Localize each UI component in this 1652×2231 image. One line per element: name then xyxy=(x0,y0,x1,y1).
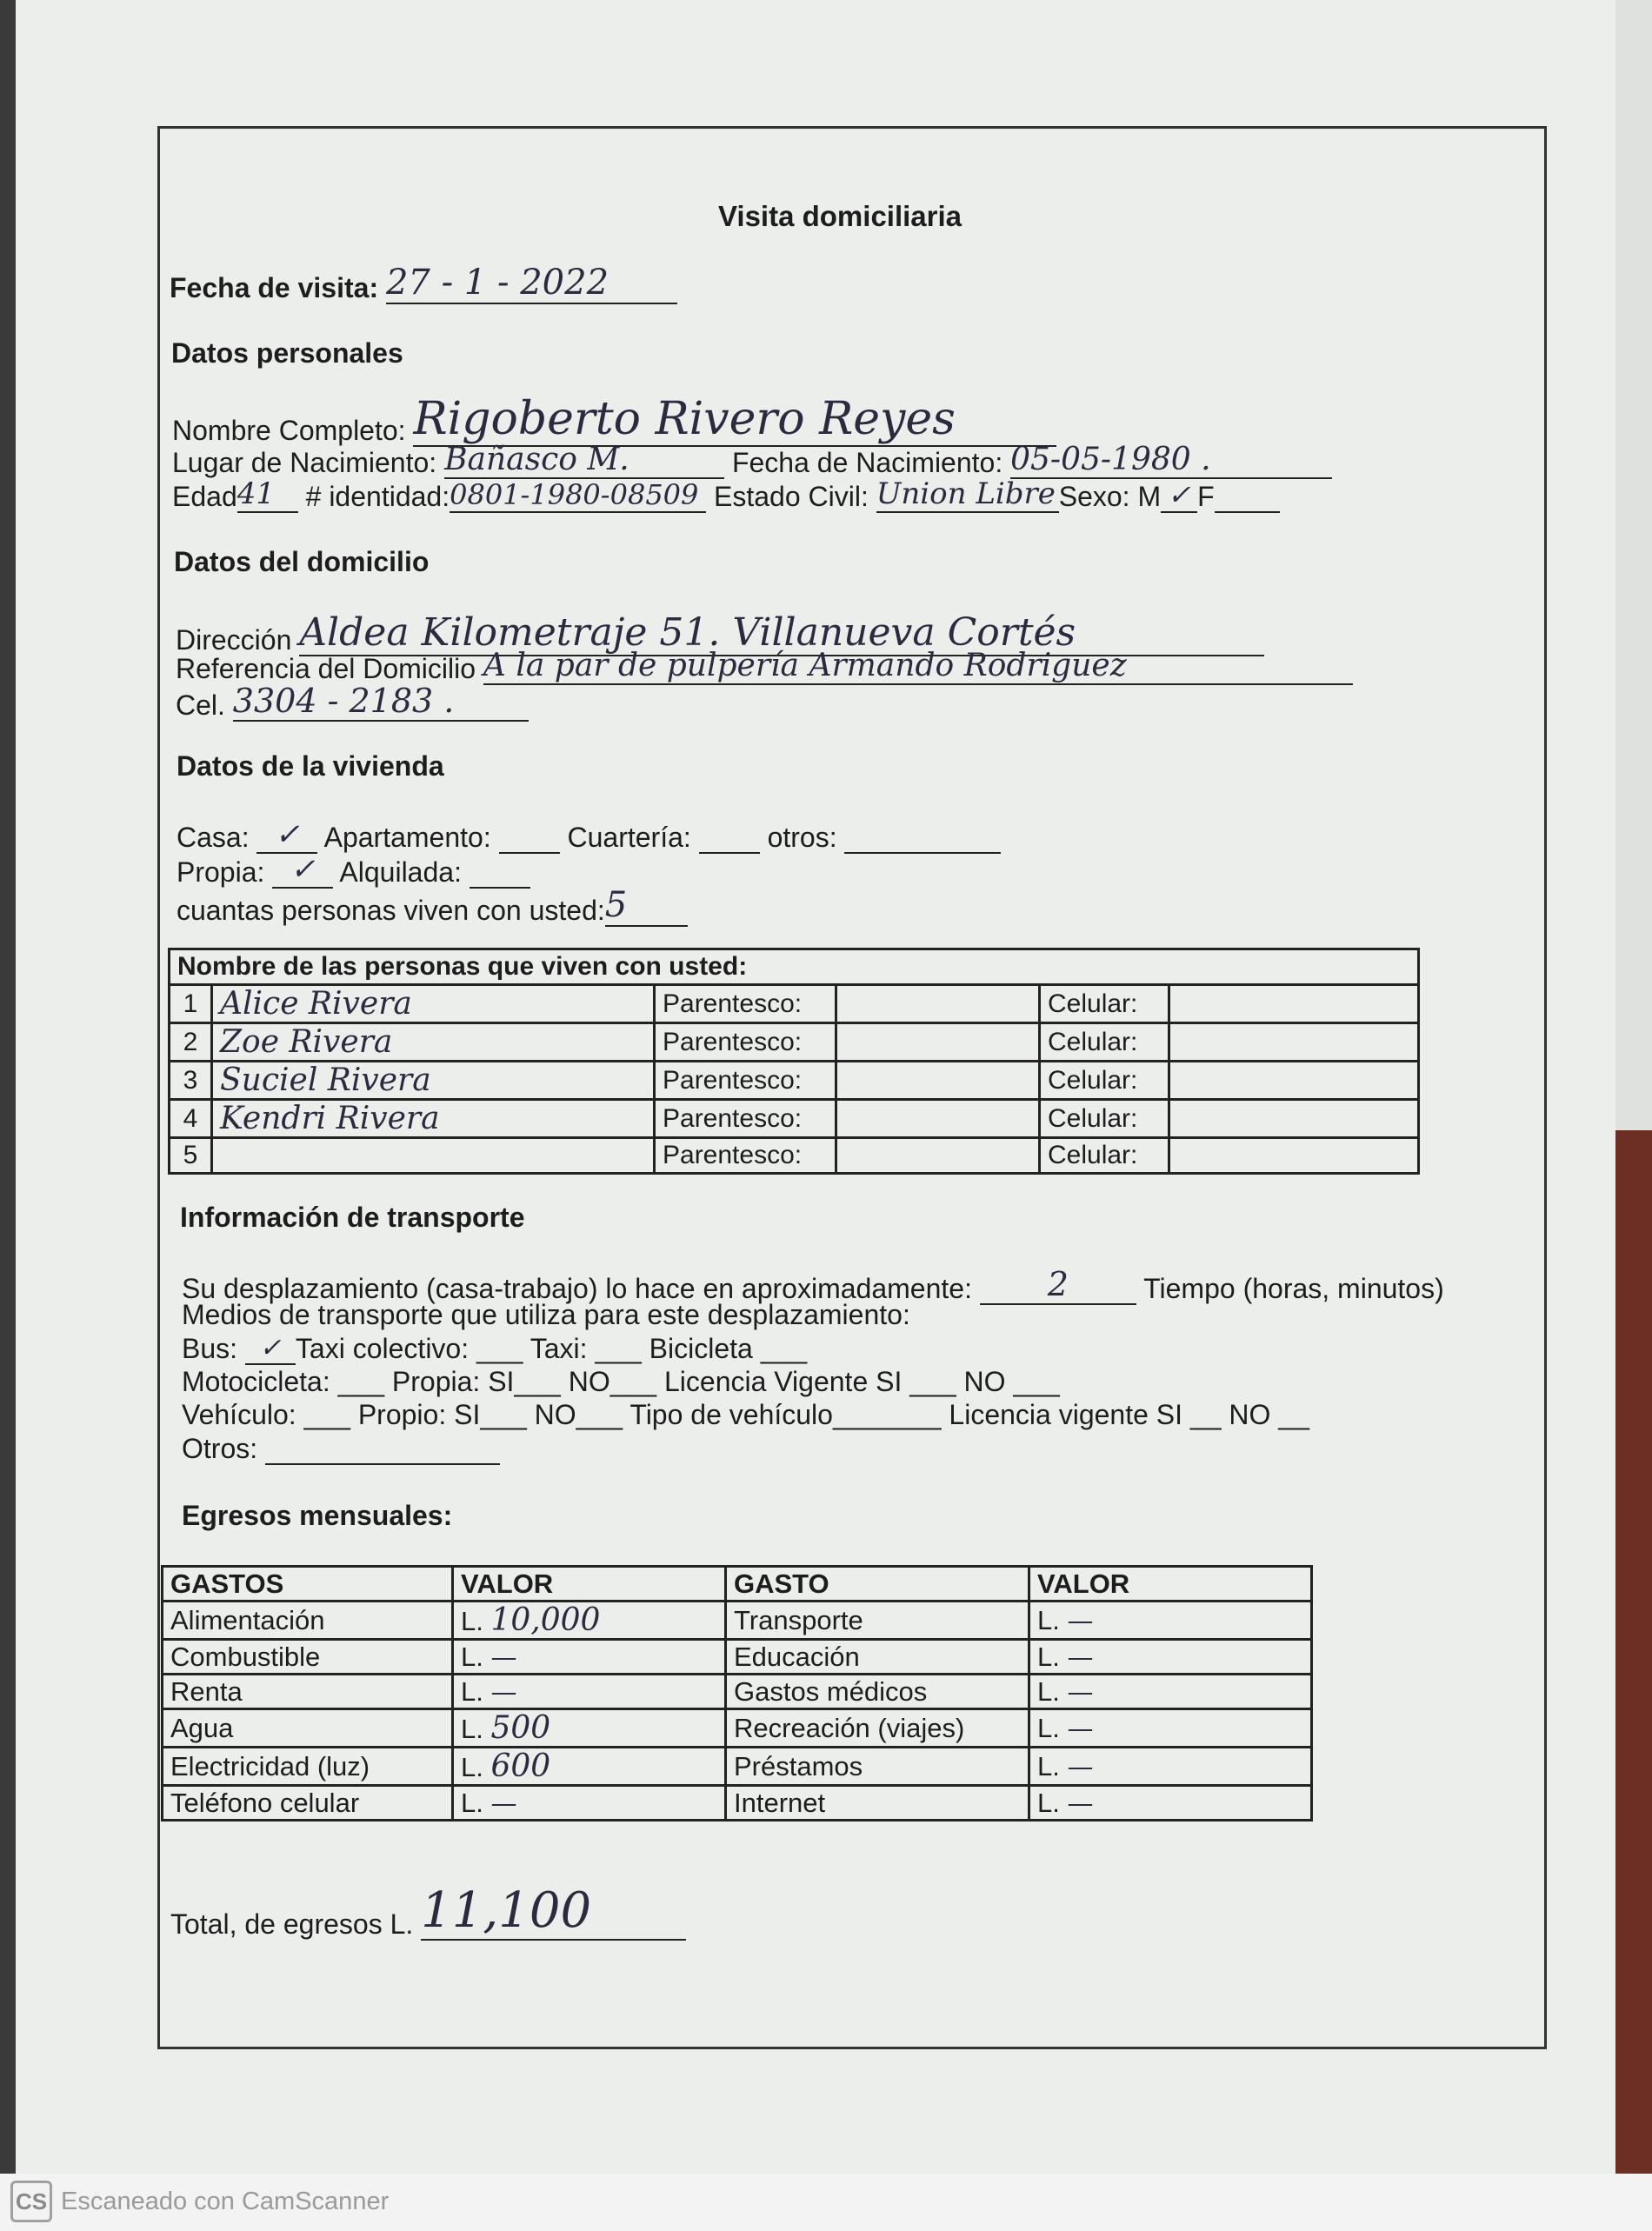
cel-row xyxy=(176,682,529,722)
expense-amount: — xyxy=(1067,1788,1094,1819)
table-row xyxy=(170,985,1419,1023)
full-name-row xyxy=(172,393,1056,447)
currency-label: L. xyxy=(1037,1675,1060,1707)
row-number: 3 xyxy=(170,1062,212,1100)
table-row xyxy=(163,1748,1312,1786)
parentesco-value xyxy=(836,985,1040,1023)
camscanner-text: Escaneado con CamScanner xyxy=(61,2188,390,2215)
expense-amount: — xyxy=(1067,1713,1094,1744)
total-expenses-row xyxy=(170,1882,686,1941)
parentesco-label: Parentesco: xyxy=(655,1023,836,1062)
expense-name: Electricidad (luz) xyxy=(163,1748,453,1786)
reference-value: A la par de pulpería Armando Rodriguez xyxy=(483,648,1353,685)
currency-label: L. xyxy=(461,1714,483,1744)
table-row xyxy=(163,1640,1312,1675)
expense-value xyxy=(453,1602,726,1640)
currency-label: L. xyxy=(1037,1641,1060,1672)
expense-amount: — xyxy=(1067,1642,1094,1673)
apartamento-label: Apartamento: xyxy=(323,822,491,853)
celular-value xyxy=(1169,1062,1419,1100)
member-name xyxy=(212,1138,655,1174)
celular-value xyxy=(1169,985,1419,1023)
celular-label: Celular: xyxy=(1040,985,1169,1023)
expense-name: Transporte xyxy=(726,1602,1029,1640)
celular-value xyxy=(1169,1023,1419,1062)
birthplace-label: Lugar de Nacimiento: xyxy=(172,447,437,478)
camscanner-logo: CS xyxy=(10,2181,52,2222)
parentesco-value xyxy=(836,1100,1040,1138)
expense-value xyxy=(453,1640,726,1675)
expense-name: Agua xyxy=(163,1709,453,1748)
expense-amount: — xyxy=(490,1642,517,1673)
commute-time-suffix: Tiempo (horas, minutos) xyxy=(1143,1273,1444,1304)
expense-amount: 500 xyxy=(490,1710,551,1746)
member-name: Kendri Rivera xyxy=(212,1100,655,1138)
currency-label: L. xyxy=(461,1641,483,1672)
casa-label: Casa: xyxy=(177,822,250,853)
cel-value: 3304 - 2183 . xyxy=(233,682,529,722)
expense-amount: — xyxy=(1067,1605,1094,1636)
civil-status-value: Union Libre xyxy=(876,476,1059,513)
member-name: Suciel Rivera xyxy=(212,1062,655,1100)
birthdate-label: Fecha de Nacimiento: xyxy=(731,447,1003,478)
commute-time-value: 2 xyxy=(980,1265,1136,1305)
reference-label: Referencia del Domicilio xyxy=(176,653,476,684)
table-row xyxy=(170,1062,1419,1100)
currency-label: L. xyxy=(461,1752,483,1782)
reference-row xyxy=(176,648,1353,685)
section-home: Datos del domicilio xyxy=(174,546,430,577)
visit-date-label: Fecha de visita: xyxy=(170,272,379,303)
expense-amount: — xyxy=(490,1788,517,1819)
cuarteria-label: Cuartería: xyxy=(567,822,691,853)
expense-value xyxy=(1029,1602,1312,1640)
col-gasto: GASTO xyxy=(726,1567,1029,1602)
currency-label: L. xyxy=(461,1675,483,1707)
monthly-expenses-table xyxy=(161,1565,1313,1821)
currency-label: L. xyxy=(1037,1750,1060,1781)
other-transport-label: Otros: xyxy=(182,1433,258,1464)
celular-label: Celular: xyxy=(1040,1023,1169,1062)
table-row xyxy=(170,1138,1419,1174)
section-personal: Datos personales xyxy=(171,337,403,369)
people-count-value: 5 xyxy=(605,885,688,927)
expense-amount: 600 xyxy=(490,1748,551,1784)
vehicle-line: Vehículo: ___ Propio: SI___ NO___ Tipo de vehículo_______ Licencia vigente SI __ NO __ xyxy=(182,1399,1309,1430)
motorcycle-line: Motocicleta: ___ Propia: SI___ NO___ Licencia Vigente SI ___ NO ___ xyxy=(182,1366,1060,1397)
sex-f-blank xyxy=(1215,485,1280,513)
other-transport-blank xyxy=(265,1437,500,1465)
table-row xyxy=(170,1023,1419,1062)
propia-label: Propia: xyxy=(177,856,265,888)
visit-date-row xyxy=(170,263,677,304)
bus-row xyxy=(182,1333,807,1365)
expense-value xyxy=(453,1675,726,1709)
housing-type-row xyxy=(177,817,1001,854)
parentesco-label: Parentesco: xyxy=(655,1100,836,1138)
birth-row xyxy=(172,442,1332,479)
table-header-row xyxy=(163,1567,1312,1602)
currency-label: L. xyxy=(1037,1604,1060,1635)
row-number: 1 xyxy=(170,985,212,1023)
expense-amount: — xyxy=(1067,1751,1094,1782)
taxi-bicycle-line: Taxi colectivo: ___ Taxi: ___ Bicicleta ___ xyxy=(295,1333,808,1364)
expense-name: Educación xyxy=(726,1640,1029,1675)
celular-label: Celular: xyxy=(1040,1100,1169,1138)
casa-check: ✓ xyxy=(256,817,317,854)
section-expenses: Egresos mensuales: xyxy=(182,1500,453,1531)
expense-value xyxy=(453,1786,726,1821)
table-row xyxy=(163,1602,1312,1640)
parentesco-label: Parentesco: xyxy=(655,985,836,1023)
parentesco-label: Parentesco: xyxy=(655,1062,836,1100)
celular-label: Celular: xyxy=(1040,1138,1169,1174)
birthplace-value: Bañasco M. xyxy=(444,442,724,479)
scan-background-left xyxy=(0,0,16,2174)
total-expenses-value: 11,100 xyxy=(421,1882,686,1941)
table-row xyxy=(163,1786,1312,1821)
row-number: 2 xyxy=(170,1023,212,1062)
people-count-label: cuantas personas viven con usted: xyxy=(177,895,605,926)
col-valor-2: VALOR xyxy=(1029,1567,1312,1602)
household-table-header: Nombre de las personas que viven con usted: xyxy=(170,949,1419,985)
expense-value xyxy=(1029,1675,1312,1709)
otros-label: otros: xyxy=(767,822,837,853)
expense-name: Gastos médicos xyxy=(726,1675,1029,1709)
household-members-table xyxy=(168,948,1420,1175)
commute-time-label: Su desplazamiento (casa-trabajo) lo hace en aproximadamente: xyxy=(182,1273,972,1304)
parentesco-label: Parentesco: xyxy=(655,1138,836,1174)
member-name: Alice Rivera xyxy=(212,985,655,1023)
cuarteria-blank xyxy=(699,826,760,854)
currency-label: L. xyxy=(1037,1712,1060,1743)
otros-blank xyxy=(844,826,1001,854)
celular-value xyxy=(1169,1100,1419,1138)
total-expenses-label: Total, de egresos L. xyxy=(170,1908,414,1940)
id-label: # identidad: xyxy=(305,481,450,512)
bus-label: Bus: xyxy=(182,1333,238,1364)
expense-name: Recreación (viajes) xyxy=(726,1709,1029,1748)
expense-name: Préstamos xyxy=(726,1748,1029,1786)
birthdate-value: 05-05-1980 . xyxy=(1010,442,1332,479)
ownership-row xyxy=(177,852,530,889)
form-title: Visita domiciliaria xyxy=(718,200,963,232)
expense-name: Renta xyxy=(163,1675,453,1709)
expense-value xyxy=(1029,1709,1312,1748)
col-gastos: GASTOS xyxy=(163,1567,453,1602)
section-housing: Datos de la vivienda xyxy=(177,750,444,782)
expense-value xyxy=(453,1748,726,1786)
expense-value xyxy=(1029,1640,1312,1675)
member-name: Zoe Rivera xyxy=(212,1023,655,1062)
parentesco-value xyxy=(836,1062,1040,1100)
address-label: Dirección xyxy=(176,624,292,656)
expense-name: Internet xyxy=(726,1786,1029,1821)
expense-value xyxy=(453,1709,726,1748)
row-number: 5 xyxy=(170,1138,212,1174)
people-count-row xyxy=(177,885,688,927)
bus-check: ✓ xyxy=(245,1333,296,1365)
full-name-value: Rigoberto Rivero Reyes xyxy=(413,393,1056,447)
propia-check: ✓ xyxy=(272,852,333,889)
table-row xyxy=(163,1709,1312,1748)
id-value: 0801-1980-08509 xyxy=(450,478,706,513)
currency-label: L. xyxy=(461,1606,483,1636)
expense-amount: — xyxy=(1067,1676,1094,1708)
row-number: 4 xyxy=(170,1100,212,1138)
camscanner-footer xyxy=(0,2174,1652,2231)
expense-value xyxy=(1029,1748,1312,1786)
table-row xyxy=(163,1675,1312,1709)
celular-value xyxy=(1169,1138,1419,1174)
age-value: 41 xyxy=(237,476,298,513)
sex-label: Sexo: M xyxy=(1058,481,1162,512)
age-label: Edad xyxy=(172,481,237,512)
full-name-label: Nombre Completo: xyxy=(172,415,406,446)
visit-date-value: 27 - 1 - 2022 xyxy=(386,263,677,304)
id-row xyxy=(172,476,1280,513)
other-transport-row xyxy=(182,1433,500,1465)
apartamento-blank xyxy=(499,826,560,854)
alquilada-label: Alquilada: xyxy=(339,856,462,888)
sex-m-check: ✓ xyxy=(1161,478,1197,513)
expense-amount: — xyxy=(490,1676,517,1708)
expense-name: Combustible xyxy=(163,1640,453,1675)
col-valor: VALOR xyxy=(453,1567,726,1602)
currency-label: L. xyxy=(1037,1787,1060,1818)
transport-means-label: Medios de transporte que utiliza para este desplazamiento: xyxy=(182,1299,910,1330)
expense-value xyxy=(1029,1786,1312,1821)
civil-status-label: Estado Civil: xyxy=(713,481,869,512)
table-header-row xyxy=(170,949,1419,985)
table-row xyxy=(170,1100,1419,1138)
parentesco-value xyxy=(836,1138,1040,1174)
address-value: Aldea Kilometraje 51. Villanueva Cortés xyxy=(299,610,1264,656)
currency-label: L. xyxy=(461,1787,483,1818)
sex-f-label: F xyxy=(1197,481,1215,512)
cel-label: Cel. xyxy=(176,689,225,721)
expense-name: Alimentación xyxy=(163,1602,453,1640)
celular-label: Celular: xyxy=(1040,1062,1169,1100)
parentesco-value xyxy=(836,1023,1040,1062)
section-transport: Información de transporte xyxy=(180,1202,525,1233)
expense-amount: 10,000 xyxy=(490,1602,601,1638)
expense-name: Teléfono celular xyxy=(163,1786,453,1821)
